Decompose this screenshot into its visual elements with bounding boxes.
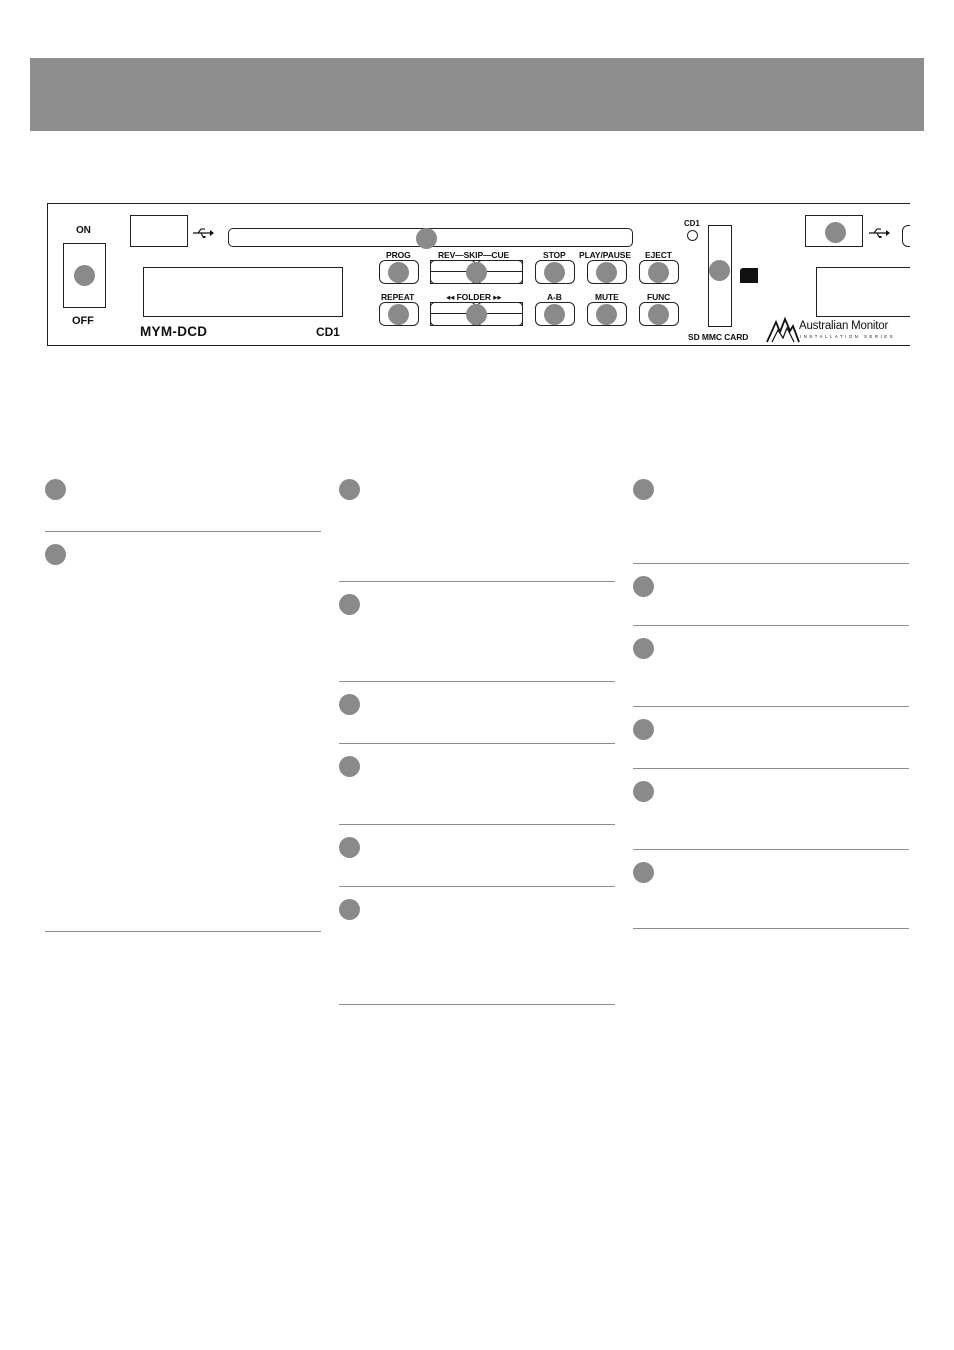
cd1-led-indicator <box>687 230 698 241</box>
legend-item <box>339 894 615 1005</box>
skip-callout-marker <box>466 262 487 283</box>
lcd-display <box>143 267 343 317</box>
cd1-label: CD1 <box>316 325 340 339</box>
stop-callout-marker <box>544 262 565 283</box>
usb-icon <box>868 228 890 238</box>
stop-label: STOP <box>543 250 566 260</box>
callout-marker <box>339 756 360 777</box>
mute-callout-marker <box>596 304 617 325</box>
callout-marker <box>633 719 654 740</box>
callout-marker <box>633 781 654 802</box>
skip-cue-rocker[interactable] <box>430 260 523 284</box>
callout-marker <box>633 576 654 597</box>
cd-slot[interactable] <box>228 228 633 247</box>
play-pause-label: PLAY/PAUSE <box>579 250 631 260</box>
prog-callout-marker <box>388 262 409 283</box>
sd-card-slot[interactable] <box>708 225 732 327</box>
stop-button[interactable] <box>535 260 575 284</box>
callout-marker <box>633 479 654 500</box>
legend-item <box>633 633 909 707</box>
legend-item <box>633 571 909 626</box>
legend-item <box>633 776 909 850</box>
legend-item <box>45 539 321 932</box>
callout-marker <box>339 594 360 615</box>
legend-column-1 <box>45 474 321 932</box>
callout-marker <box>339 479 360 500</box>
usb-port[interactable] <box>130 215 188 247</box>
sd-callout-marker <box>709 260 730 281</box>
ab-label: A-B <box>547 292 562 302</box>
model-label: MYM-DCD <box>140 324 208 339</box>
header-bar <box>30 58 924 131</box>
usb-callout-marker <box>825 222 846 243</box>
callout-marker <box>45 544 66 565</box>
sd-card-icon <box>740 268 758 283</box>
play-pause-callout-marker <box>596 262 617 283</box>
cd2-slot-edge <box>902 225 910 247</box>
eject-label: EJECT <box>645 250 672 260</box>
legend-column-3 <box>633 474 909 929</box>
repeat-callout-marker <box>388 304 409 325</box>
usb-icon <box>192 228 214 238</box>
folder-label: ◂◂ FOLDER ▸▸ <box>446 292 502 302</box>
ab-button[interactable] <box>535 302 575 326</box>
eject-button[interactable] <box>639 260 679 284</box>
legend-item <box>45 474 321 532</box>
brand-subtitle: INSTALLATION SERIES <box>800 334 896 339</box>
eject-callout-marker <box>648 262 669 283</box>
legend-column-2 <box>339 474 615 1005</box>
legend-item <box>633 857 909 929</box>
brand-name: Australian Monitor <box>799 320 889 332</box>
sd-mmc-label: SD MMC CARD <box>688 332 749 342</box>
func-button[interactable] <box>639 302 679 326</box>
ab-callout-marker <box>544 304 565 325</box>
repeat-label: REPEAT <box>381 292 415 302</box>
on-label: ON <box>76 225 91 236</box>
off-label: OFF <box>72 315 94 327</box>
legend-item <box>339 832 615 887</box>
lcd-display-2 <box>816 267 910 317</box>
mute-label: MUTE <box>595 292 619 302</box>
callout-marker <box>45 479 66 500</box>
play-pause-button[interactable] <box>587 260 627 284</box>
australian-monitor-logo-icon <box>766 316 800 344</box>
func-label: FUNC <box>647 292 671 302</box>
callout-marker <box>633 862 654 883</box>
mute-button[interactable] <box>587 302 627 326</box>
usb-port-2[interactable] <box>805 215 863 247</box>
prog-label: PROG <box>386 250 411 260</box>
legend-item <box>339 474 615 582</box>
repeat-button[interactable] <box>379 302 419 326</box>
legend-item <box>633 714 909 769</box>
legend-item <box>339 589 615 682</box>
callout-marker <box>339 694 360 715</box>
folder-rocker[interactable] <box>430 302 523 326</box>
rev-skip-cue-label: REV—SKIP—CUE <box>438 250 510 260</box>
callout-marker <box>339 837 360 858</box>
cd-slot-callout-marker <box>416 228 437 249</box>
legend-item <box>339 689 615 744</box>
power-callout-marker <box>74 265 95 286</box>
callout-marker <box>633 638 654 659</box>
folder-callout-marker <box>466 304 487 325</box>
callout-marker <box>339 899 360 920</box>
front-panel-diagram <box>47 203 910 346</box>
power-switch[interactable] <box>63 243 106 308</box>
legend-item <box>633 474 909 564</box>
prog-button[interactable] <box>379 260 419 284</box>
legend-item <box>339 751 615 825</box>
func-callout-marker <box>648 304 669 325</box>
cd1-indicator-label: CD1 <box>684 219 700 228</box>
